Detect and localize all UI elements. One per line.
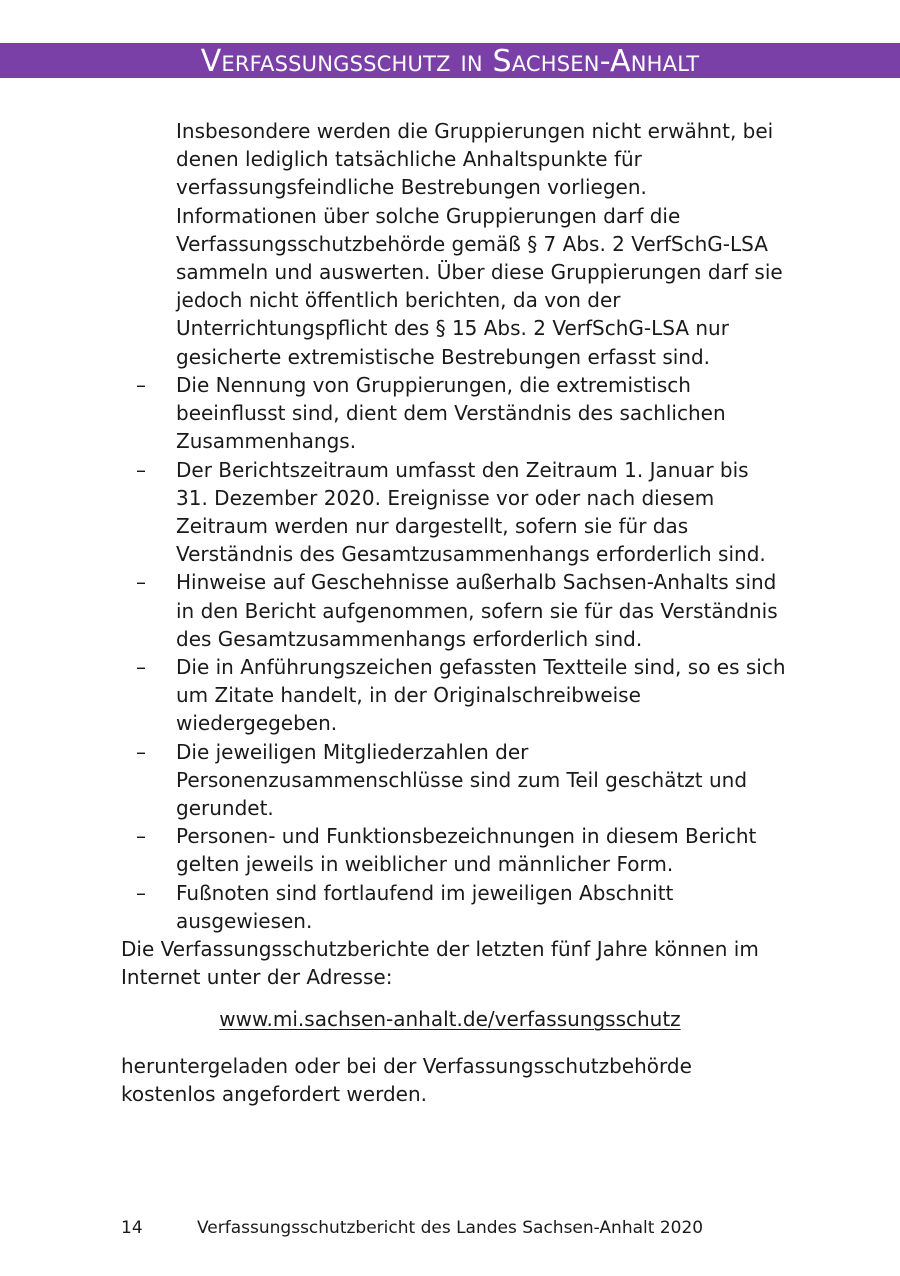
list-item-text: Personen- und Funktionsbezeichnungen in diesem Bericht gelten jeweils in weiblicher und männlicher Form. (176, 824, 757, 877)
footer-title: Verfassungsschutzbericht des Landes Sachsen-Anhalt 2020 (197, 1218, 704, 1238)
list-item-text: Der Berichtszeitraum umfasst den Zeitraum 1. Januar bis 31. Dezember 2020. Ereignisse vor oder nach diesem Zeitraum werden nur dargestellt, sofern sie für das Verständnis des Gesamtzusammenhangs erforderlich sind. (176, 457, 766, 567)
download-paragraph: heruntergeladen oder bei der Verfassungsschutzbehörde kostenlos angefordert werden. (121, 1054, 692, 1107)
page-header-title: Verfassungsschutz in Sachsen-Anhalt (200, 44, 700, 79)
list-item (0, 879, 900, 935)
list-item-text: Die Nennung von Gruppierungen, die extremistisch beeinflusst sind, dient dem Verständnis des sachlichen Zusammenhangs. (176, 373, 726, 454)
list-item (0, 653, 900, 738)
list-item (0, 456, 900, 569)
bullet-list (0, 371, 900, 935)
url-line (0, 1005, 900, 1033)
dash-marker: – (136, 457, 146, 482)
list-item (0, 568, 900, 653)
list-item (0, 371, 900, 456)
reports-paragraph: Die Verfassungsschutzberichte der letzten fünf Jahre können im Internet unter der Adresse: (121, 937, 759, 990)
intro-paragraph: Insbesondere werden die Gruppierungen nicht erwähnt, bei denen lediglich tatsächliche Anhaltspunkte für verfassungsfeindliche Bestrebungen vorliegen. Informationen über solche Gruppierungen darf die Verfassungsschutzbehörde gemäß § 7 Abs. 2 VerfSchG-LSA sammeln und auswerten. Über diese Gruppierungen darf sie jedoch nicht öffentlich berichten, da von der Unterrichtungspflicht des § 15 Abs. 2 VerfSchG-LSA nur gesicherte extremistische Bestrebungen erfasst sind. (176, 119, 783, 369)
dash-marker: – (136, 655, 146, 680)
list-item-text: Die jeweiligen Mitgliederzahlen der Personenzusammenschlüsse sind zum Teil geschätzt und gerundet. (176, 739, 748, 821)
list-item (0, 822, 900, 878)
dash-marker: – (136, 373, 146, 397)
dash-marker: – (136, 570, 146, 595)
dash-marker: – (136, 739, 146, 764)
dash-marker: – (136, 824, 146, 849)
list-item-text: Die in Anführungszeichen gefassten Textteile sind, so es sich um Zitate handelt, in der Originalschreibweise wiedergegeben. (176, 655, 786, 736)
list-item-text: Hinweise auf Geschehnisse außerhalb Sachsen-Anhalts sind in den Bericht aufgenommen, sofern sie für das Verständnis des Gesamtzusammenhangs erforderlich sind. (176, 570, 778, 651)
list-item-text: Fußnoten sind fortlaufend im jeweiligen Abschnitt ausgewiesen. (176, 880, 674, 933)
list-item (0, 738, 900, 823)
page-number: 14 (121, 1218, 143, 1238)
report-url-link[interactable]: www.mi.sachsen-anhalt.de/verfassungsschutz (219, 1007, 681, 1031)
dash-marker: – (136, 880, 146, 905)
